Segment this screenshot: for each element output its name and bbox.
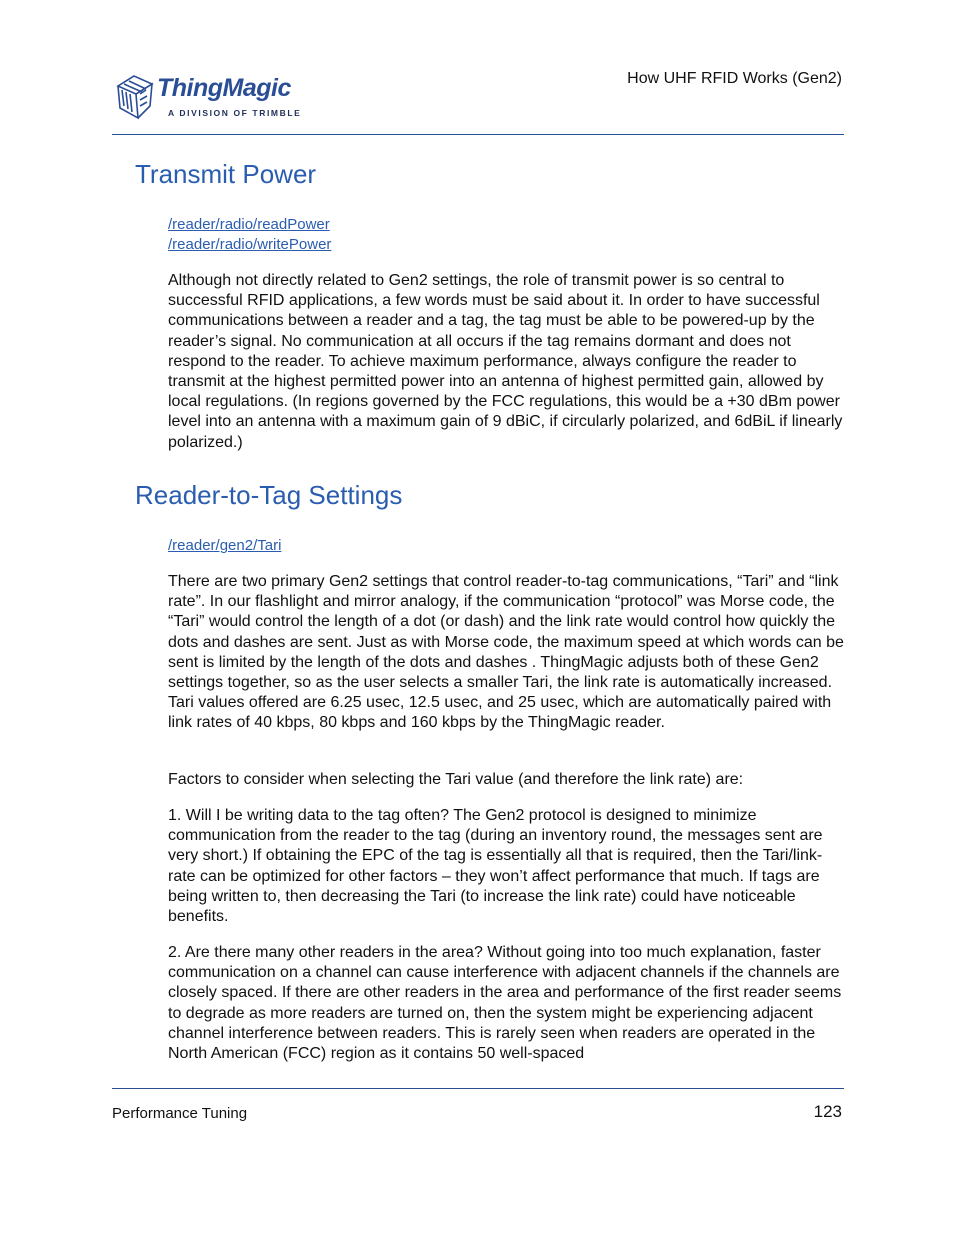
section-heading-transmit-power: Transmit Power bbox=[135, 159, 317, 189]
section2-links bbox=[168, 536, 281, 556]
reader-to-tag-paragraph-2: Factors to consider when selecting the Tari value (and therefore the link rate) are: bbox=[168, 771, 744, 788]
footer-section-name: Performance Tuning bbox=[112, 1105, 248, 1122]
reader-to-tag-paragraph-4: 2. Are there many other readers in the area? Without going into too much explanation, faster communication on a channel can cause interference with adjacent channels if the channels are closely spaced. If there are other readers in the area and performance of the first reader seems to degrade as more readers are turned on, then the system might be experiencing adjacent channel interference between readers. This is rarely seen when readers are operated in the North American (FCC) region as it contains 50 well-spaced bbox=[168, 944, 842, 1063]
thingmagic-logo bbox=[112, 68, 312, 124]
header-rule bbox=[112, 134, 844, 135]
logo-subtitle: A DIVISION OF TRIMBLE bbox=[168, 108, 302, 118]
section-heading-reader-to-tag: Reader-to-Tag Settings bbox=[135, 480, 403, 510]
reader-to-tag-paragraph-1: There are two primary Gen2 settings that control reader-to-tag communications, “Tari” and “link rate”. In our flashlight and mirror analogy, if the communication “protocol” was Morse code, the “Tari” would control the length of a dot (or dash) and the link rate would control how quickly the dots and dashes are sent. Just as with Morse code, the maximum speed at which words can be sent is limited by the length of the dots and dashes . ThingMagic adjusts both of these Gen2 settings together, so as the user selects a smaller Tari, the link rate is automatically increased. Tari values offered are 6.25 usec, 12.5 usec, and 25 usec, which are automatically paired with link rates of 40 kbps, 80 kbps and 160 kbps by the ThingMagic reader. bbox=[168, 573, 844, 732]
reader-to-tag-paragraph-3: 1. Will I be writing data to the tag often? The Gen2 protocol is designed to minimize communication from the reader to the tag (during an inventory round, the messages sent are very short.) If obtaining the EPC of the tag is essentially all that is required, then the Tari/link- rate can be optimized for other factors – they won’t affect performance that much. If tags are being written to, then decreasing the Tari (to increase the link rate) could have noticeable benefits. bbox=[168, 807, 823, 926]
logo-wordmark: ThingMagic bbox=[157, 74, 291, 102]
link-read-power[interactable]: /reader/radio/readPower bbox=[168, 216, 330, 233]
page-header-title: How UHF RFID Works (Gen2) bbox=[627, 70, 842, 87]
link-write-power[interactable]: /reader/radio/writePower bbox=[168, 236, 332, 253]
cube-logo-icon bbox=[112, 70, 156, 122]
link-gen2-tari[interactable]: /reader/gen2/Tari bbox=[168, 537, 282, 554]
section1-links bbox=[168, 215, 331, 255]
footer-page-number: 123 bbox=[813, 1102, 842, 1121]
transmit-power-paragraph: Although not directly related to Gen2 settings, the role of transmit power is so central to successful RFID applications, a few words must be said about it. In order to have successful communications between a reader and a tag, the tag must be able to be powered-up by the reader’s signal. No communication at all occurs if the tag remains dormant and does not respond to the reader. To achieve maximum performance, always configure the reader to transmit at the highest permitted power into an antenna of highest permitted gain, allowed by local regulations. (In regions governed by the FCC regulations, this would be a +30 dBm power level into an antenna with a maximum gain of 9 dBiC, if circularly polarized, and 6dBiL if linearly polarized.) bbox=[168, 272, 843, 451]
footer-rule bbox=[112, 1088, 844, 1089]
